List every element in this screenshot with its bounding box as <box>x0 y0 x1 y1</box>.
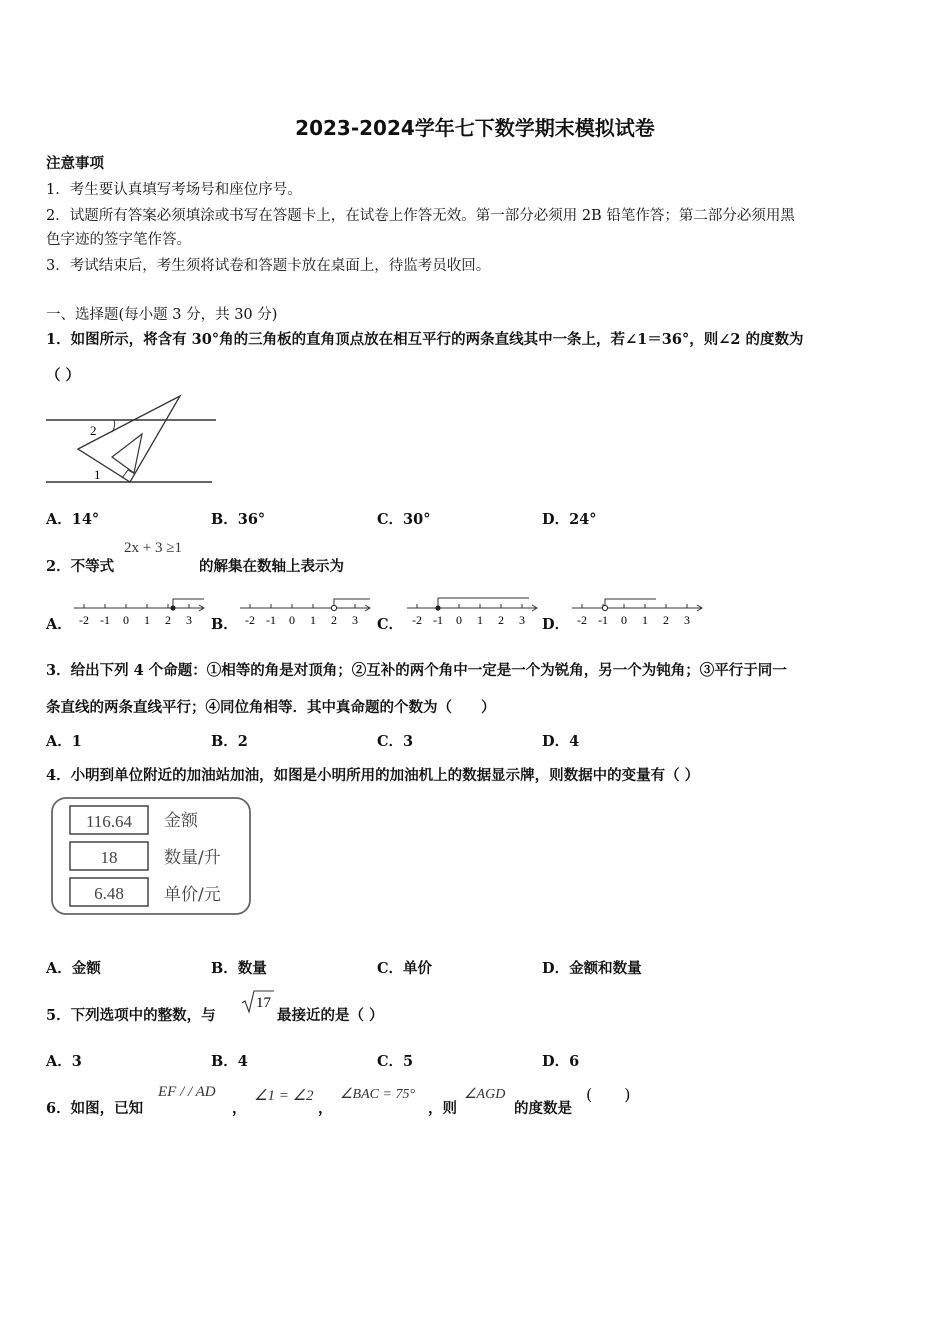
notice-heading: 注意事项 <box>46 155 104 172</box>
option-a: A．3 <box>46 1053 82 1070</box>
svg-text:0: 0 <box>123 613 129 627</box>
expr-angle1-equals-angle2: ∠1 = ∠2 <box>254 1088 314 1104</box>
triangle-inner <box>112 434 142 473</box>
svg-text:1: 1 <box>477 613 483 627</box>
price-value: 6.48 <box>94 884 124 903</box>
amount-label: 金额 <box>164 811 198 831</box>
quantity-value: 18 <box>100 848 118 867</box>
question-3-line-1: 3．给出下列 4 个命题：①相等的角是对顶角；②互补的两个角中一定是一个为锐角，另一个为钝角；③平行于同一 <box>46 662 787 679</box>
notice-item: 色字迹的签字笔作答。 <box>46 232 191 248</box>
svg-text:3: 3 <box>684 613 690 627</box>
svg-text:0: 0 <box>456 613 462 627</box>
comma: ， <box>232 1100 247 1117</box>
option-c: C．5 <box>377 1053 414 1070</box>
option-d: D．24° <box>542 511 597 528</box>
question-1-text: 1．如图所示，将含有 30°角的三角板的直角顶点放在相互平行的两条直线其中一条上，若∠1＝36°，则∠2 的度数为 <box>46 331 804 348</box>
svg-text:3: 3 <box>519 613 525 627</box>
option-c: C．单价 <box>377 960 433 977</box>
question-4-text: 4．小明到单位附近的加油站加油，如图是小明所用的加油机上的数据显示牌，则数据中的变量有（ ） <box>46 767 700 784</box>
number-line-d <box>568 594 708 630</box>
option-b: B．数量 <box>211 960 267 977</box>
option-d: D．6 <box>542 1053 580 1070</box>
triangle-ruler-figure <box>44 390 224 490</box>
svg-text:-1: -1 <box>433 613 443 627</box>
question-1-blank: （ ） <box>46 367 81 384</box>
question-6-prefix: 6．如图，已知 <box>46 1100 144 1117</box>
option-c: C．30° <box>377 511 431 528</box>
option-d-letter: D． <box>542 616 570 633</box>
number-line-c <box>403 594 543 630</box>
svg-text:-1: -1 <box>100 613 110 627</box>
option-a: A．14° <box>46 511 100 528</box>
fuel-pump-display <box>50 796 254 918</box>
open-point <box>331 605 336 610</box>
option-d: D．金额和数量 <box>542 960 642 977</box>
option-a-letter: A． <box>46 616 72 633</box>
inequality-expression: 2x + 3 ≥1 <box>124 540 182 556</box>
svg-text:-1: -1 <box>598 613 608 627</box>
page-title: 2023-2024学年七下数学期末模拟试卷 <box>295 116 655 140</box>
option-b-letter: B． <box>211 616 238 633</box>
expr-angle-agd: ∠AGD <box>464 1087 506 1102</box>
svg-text:0: 0 <box>289 613 295 627</box>
comma: ， <box>318 1100 333 1117</box>
angle-2-label: 2 <box>90 423 97 438</box>
expr-ef-parallel-ad: EF / / AD <box>158 1084 216 1100</box>
svg-text:3: 3 <box>186 613 192 627</box>
svg-text:2: 2 <box>165 613 171 627</box>
sqrt-symbol <box>240 988 276 1016</box>
radicand: 17 <box>256 995 271 1011</box>
question-3-line-2: 条直线的两条直线平行；④同位角相等．其中真命题的个数为（ ） <box>46 699 496 716</box>
question-5-prefix: 5．下列选项中的整数，与 <box>46 1007 216 1024</box>
section-heading: 一、选择题(每小题 3 分，共 30 分) <box>46 307 278 323</box>
solid-point <box>170 605 175 610</box>
option-b: B．4 <box>211 1053 248 1070</box>
then-text: ，则 <box>428 1100 457 1117</box>
amount-value: 116.64 <box>85 812 133 831</box>
expr-angle-bac: ∠BAC = 75° <box>340 1087 416 1102</box>
open-point <box>602 605 607 610</box>
question-2-suffix: 的解集在数轴上表示为 <box>199 558 344 575</box>
solid-point <box>435 605 440 610</box>
svg-text:0: 0 <box>621 613 627 627</box>
number-line-a <box>70 594 210 630</box>
question-5-suffix: 最接近的是（ ） <box>277 1007 384 1024</box>
svg-text:2: 2 <box>663 613 669 627</box>
option-a: A．1 <box>46 733 82 750</box>
svg-text:1: 1 <box>310 613 316 627</box>
question-6-suffix: 的度数是 <box>514 1100 572 1117</box>
svg-text:-2: -2 <box>577 613 587 627</box>
question-2-prefix: 2．不等式 <box>46 558 115 575</box>
svg-text:1: 1 <box>642 613 648 627</box>
option-c: C．3 <box>377 733 414 750</box>
svg-text:3: 3 <box>352 613 358 627</box>
quantity-label: 数量/升 <box>164 848 221 868</box>
notice-item: 1．考生要认真填写考场号和座位序号。 <box>46 182 302 198</box>
svg-text:-2: -2 <box>79 613 89 627</box>
option-a: A．金额 <box>46 960 101 977</box>
svg-text:-2: -2 <box>412 613 422 627</box>
answer-blank: ( ) <box>586 1085 631 1104</box>
svg-text:2: 2 <box>498 613 504 627</box>
number-line-b <box>236 594 376 630</box>
angle-1-label: 1 <box>94 467 101 482</box>
svg-text:-2: -2 <box>245 613 255 627</box>
option-c-letter: C． <box>377 616 404 633</box>
svg-text:-1: -1 <box>266 613 276 627</box>
svg-text:1: 1 <box>144 613 150 627</box>
option-b: B．2 <box>211 733 248 750</box>
price-label: 单价/元 <box>164 885 221 905</box>
svg-text:2: 2 <box>331 613 337 627</box>
notice-item: 3．考试结束后，考生须将试卷和答题卡放在桌面上，待监考员收回。 <box>46 258 491 274</box>
option-b: B．36° <box>211 511 266 528</box>
option-d: D．4 <box>542 733 580 750</box>
notice-item: 2．试题所有答案必须填涂或书写在答题卡上，在试卷上作答无效。第一部分必须用 2B 铅笔作答；第二部分必须用黑 <box>46 208 795 224</box>
